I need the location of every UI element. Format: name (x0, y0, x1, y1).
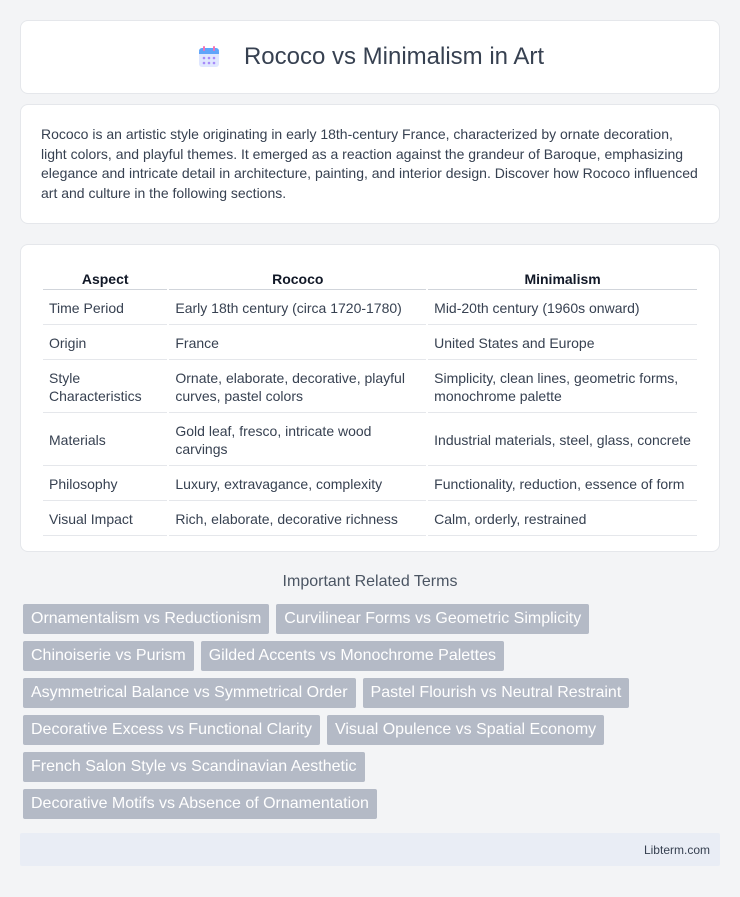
related-terms-list (23, 604, 717, 819)
row-minimalism: Calm, orderly, restrained (428, 503, 697, 536)
footer-site-link[interactable]: Libterm.com (643, 842, 710, 857)
row-aspect: Origin (43, 327, 167, 360)
table-row (43, 292, 697, 325)
row-rococo: Gold leaf, fresco, intricate wood carvings (169, 415, 426, 466)
row-aspect: Style Characteristics (43, 362, 167, 413)
table-row (43, 327, 697, 360)
related-terms-heading: Important Related Terms (282, 573, 458, 590)
row-minimalism: Simplicity, clean lines, geometric forms, monochrome palette (428, 362, 697, 413)
intro-card (20, 104, 720, 224)
header-minimalism: Minimalism (428, 269, 697, 290)
comparison-table (41, 267, 699, 538)
row-minimalism: Functionality, reduction, essence of form (428, 468, 697, 501)
row-rococo: Early 18th century (circa 1720-1780) (169, 292, 426, 325)
related-term-tag[interactable]: Pastel Flourish vs Neutral Restraint (363, 678, 630, 708)
header-card (20, 20, 720, 94)
table-row (43, 415, 697, 466)
related-term-tag[interactable]: Visual Opulence vs Spatial Economy (327, 715, 604, 745)
row-aspect: Materials (43, 415, 167, 466)
title-wrap (196, 43, 544, 71)
row-aspect: Visual Impact (43, 503, 167, 536)
table-header-row (43, 269, 697, 290)
row-rococo: Rich, elaborate, decorative richness (169, 503, 426, 536)
table-row (43, 362, 697, 413)
footer (20, 833, 720, 866)
row-rococo: Luxury, extravagance, complexity (169, 468, 426, 501)
related-term-tag[interactable]: Gilded Accents vs Monochrome Palettes (201, 641, 504, 671)
related-term-tag[interactable]: Curvilinear Forms vs Geometric Simplicity (276, 604, 589, 634)
row-aspect: Philosophy (43, 468, 167, 501)
related-term-tag[interactable]: Asymmetrical Balance vs Symmetrical Order (23, 678, 356, 708)
related-term-tag[interactable]: Decorative Excess vs Functional Clarity (23, 715, 320, 745)
row-rococo: Ornate, elaborate, decorative, playful curves, pastel colors (169, 362, 426, 413)
related-term-tag[interactable]: Chinoiserie vs Purism (23, 641, 194, 671)
row-minimalism: Industrial materials, steel, glass, concrete (428, 415, 697, 466)
page-title: Rococo vs Minimalism in Art (243, 43, 545, 70)
row-rococo: France (169, 327, 426, 360)
related-term-tag[interactable]: Ornamentalism vs Reductionism (23, 604, 269, 634)
row-minimalism: Mid-20th century (1960s onward) (428, 292, 697, 325)
table-row (43, 503, 697, 536)
header-rococo: Rococo (169, 269, 426, 290)
calendar-icon (196, 44, 222, 70)
row-aspect: Time Period (43, 292, 167, 325)
related-term-tag[interactable]: Decorative Motifs vs Absence of Ornamentation (23, 789, 377, 819)
related-term-tag[interactable]: French Salon Style vs Scandinavian Aesthetic (23, 752, 365, 782)
header-aspect: Aspect (43, 269, 167, 290)
comparison-table-card (20, 244, 720, 552)
table-row (43, 468, 697, 501)
intro-text: Rococo is an artistic style originating in early 18th-century France, characterized by ornate decoration, light colors, and playful themes. It emerged as a reaction against the grandeur of Baroque, emphasizing elegance and intricate detail in architecture, painting, and interior design. Discover how Rococo influenced art and culture in the following sections. (41, 126, 698, 201)
row-minimalism: United States and Europe (428, 327, 697, 360)
